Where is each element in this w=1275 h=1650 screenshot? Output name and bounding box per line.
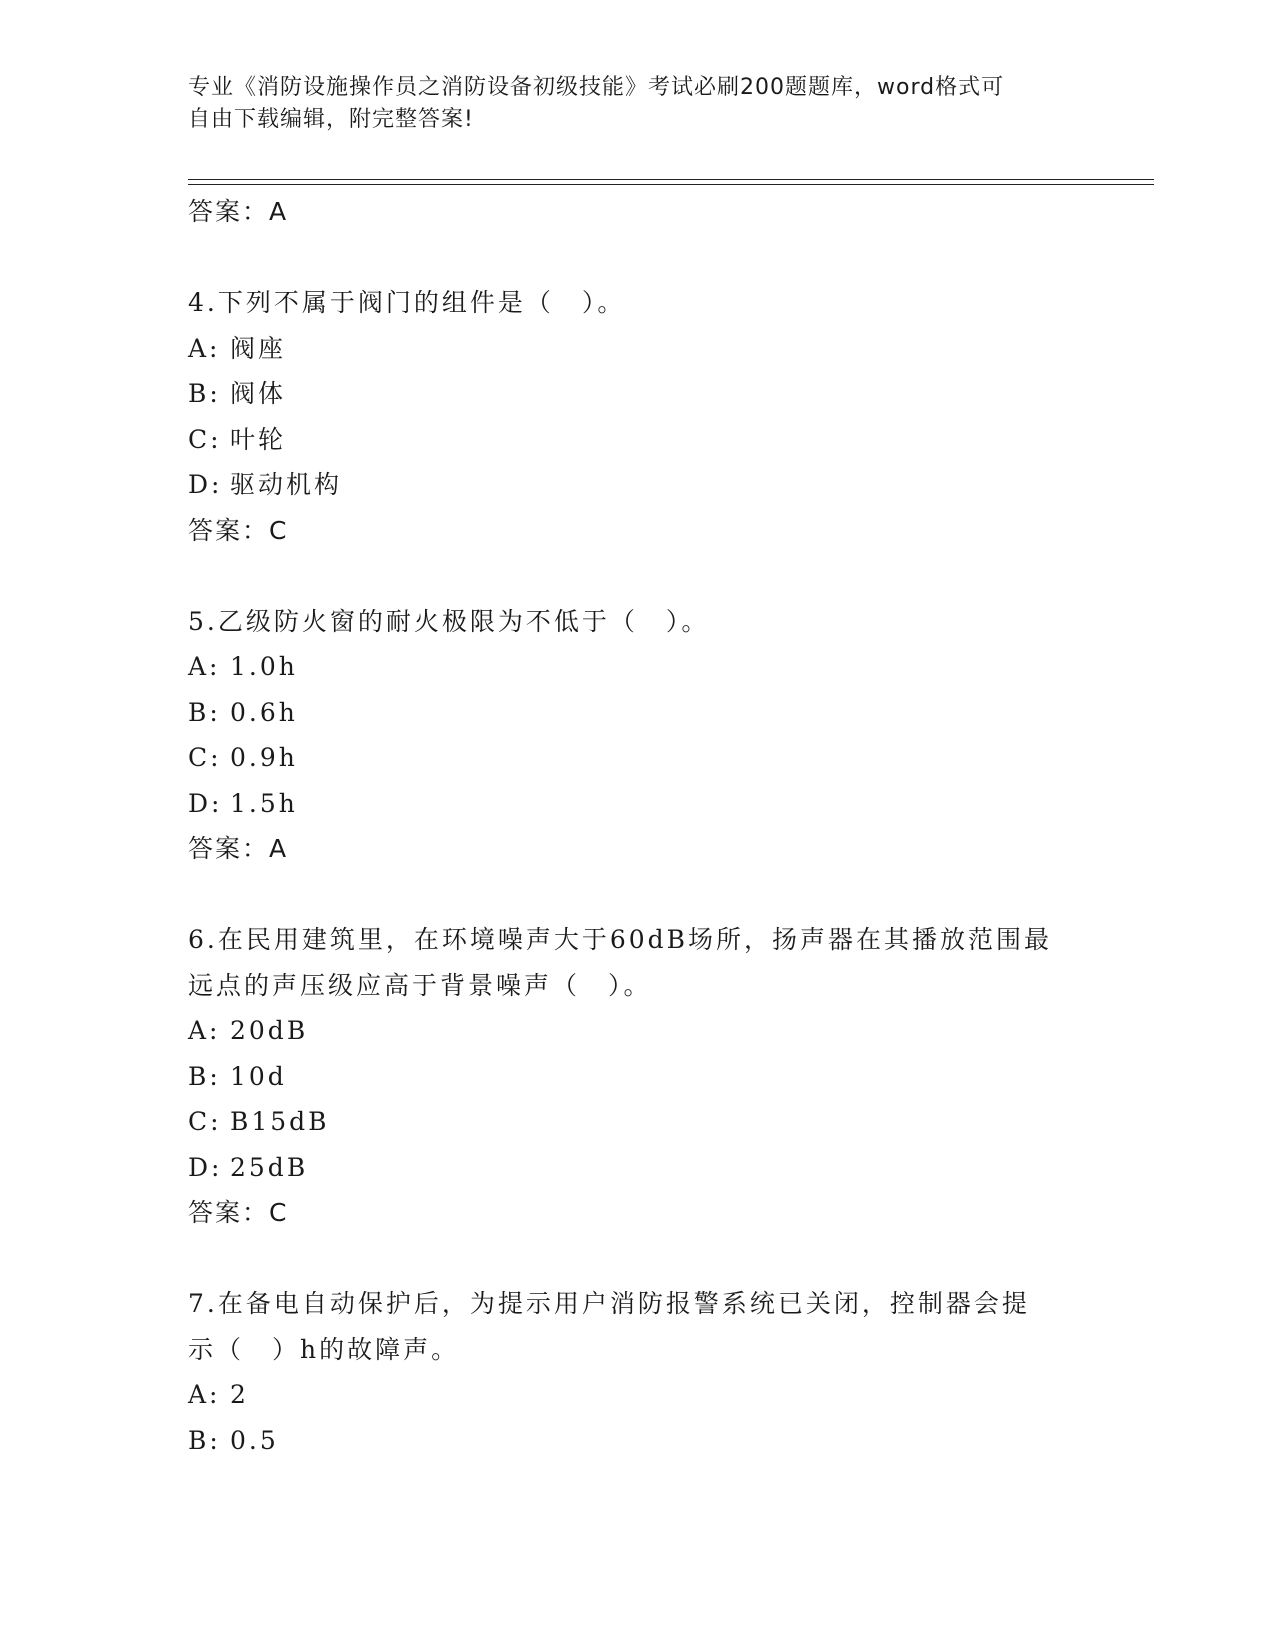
option-b	[188, 690, 1088, 736]
option-text: 0.6h	[230, 697, 298, 727]
header-line-1: 专业《消防设施操作员之消防设备初级技能》考试必刷200题题库，word格式可	[188, 75, 1005, 100]
option-b	[188, 371, 1088, 417]
answer: 答案：A	[188, 834, 289, 863]
option-a	[188, 644, 1088, 690]
option-letter: A:	[188, 1380, 221, 1409]
option-text: 10d	[230, 1061, 287, 1091]
header-divider-bottom	[188, 184, 1154, 185]
spacer	[188, 553, 1088, 599]
option-text: 叶轮	[230, 424, 287, 454]
option-d	[188, 462, 1088, 508]
option-letter: A:	[188, 333, 221, 363]
question-title-line-1: 6.在民用建筑里，在环境噪声大于60dB场所，扬声器在其播放范围最	[188, 925, 1053, 954]
spacer	[188, 872, 1088, 918]
option-d	[188, 1145, 1088, 1191]
header-divider-top	[188, 179, 1154, 180]
option-text: 0.5	[230, 1425, 279, 1455]
option-letter: B:	[188, 379, 221, 408]
option-text: 1.0h	[230, 652, 298, 681]
option-text: 20dB	[230, 1016, 309, 1045]
question-title-line-2: 示（ ）h的故障声。	[188, 1334, 460, 1364]
option-a	[188, 326, 1088, 372]
option-letter: B:	[188, 697, 221, 727]
previous-answer: 答案：A	[188, 197, 289, 226]
header-line-2: 自由下载编辑，附完整答案!	[188, 107, 474, 132]
option-letter: A:	[188, 652, 221, 681]
question-6	[188, 917, 1088, 1236]
question-title-line-1: 7.在备电自动保护后，为提示用户消防报警系统已关闭，控制器会提	[188, 1289, 1030, 1318]
option-letter: D:	[188, 470, 223, 499]
option-letter: C:	[188, 424, 222, 454]
document-header	[188, 72, 1068, 136]
option-letter: B:	[188, 1425, 221, 1455]
option-c	[188, 735, 1088, 781]
option-letter: B:	[188, 1061, 221, 1091]
option-text: 0.9h	[230, 743, 298, 772]
option-letter: D:	[188, 1152, 223, 1182]
question-5	[188, 599, 1088, 872]
option-text: 2	[230, 1380, 249, 1409]
option-d	[188, 781, 1088, 827]
option-letter: D:	[188, 788, 223, 818]
answer: 答案：C	[188, 515, 289, 545]
spacer	[188, 1236, 1088, 1282]
option-text: 驱动机构	[230, 470, 343, 499]
answer: 答案：C	[188, 1198, 289, 1227]
option-a	[188, 1008, 1088, 1054]
option-a	[188, 1372, 1088, 1418]
question-title: 4.下列不属于阀门的组件是（ ）。	[188, 288, 626, 317]
option-text: B15dB	[230, 1107, 330, 1136]
question-title-line-2: 远点的声压级应高于背景噪声（ ）。	[188, 970, 652, 1000]
spacer	[188, 235, 1088, 281]
question-list	[188, 189, 1088, 1463]
question-title: 5.乙级防火窗的耐火极限为不低于（ ）。	[188, 606, 710, 636]
option-c	[188, 1099, 1088, 1145]
option-letter: A:	[188, 1016, 221, 1045]
option-text: 阀体	[230, 379, 287, 408]
option-b	[188, 1054, 1088, 1100]
question-4	[188, 280, 1088, 553]
option-text: 1.5h	[230, 788, 298, 818]
option-text: 25dB	[230, 1152, 309, 1182]
option-letter: C:	[188, 743, 222, 772]
question-7	[188, 1281, 1088, 1463]
option-text: 阀座	[230, 333, 287, 363]
option-c	[188, 417, 1088, 463]
option-b	[188, 1418, 1088, 1464]
option-letter: C:	[188, 1107, 222, 1136]
